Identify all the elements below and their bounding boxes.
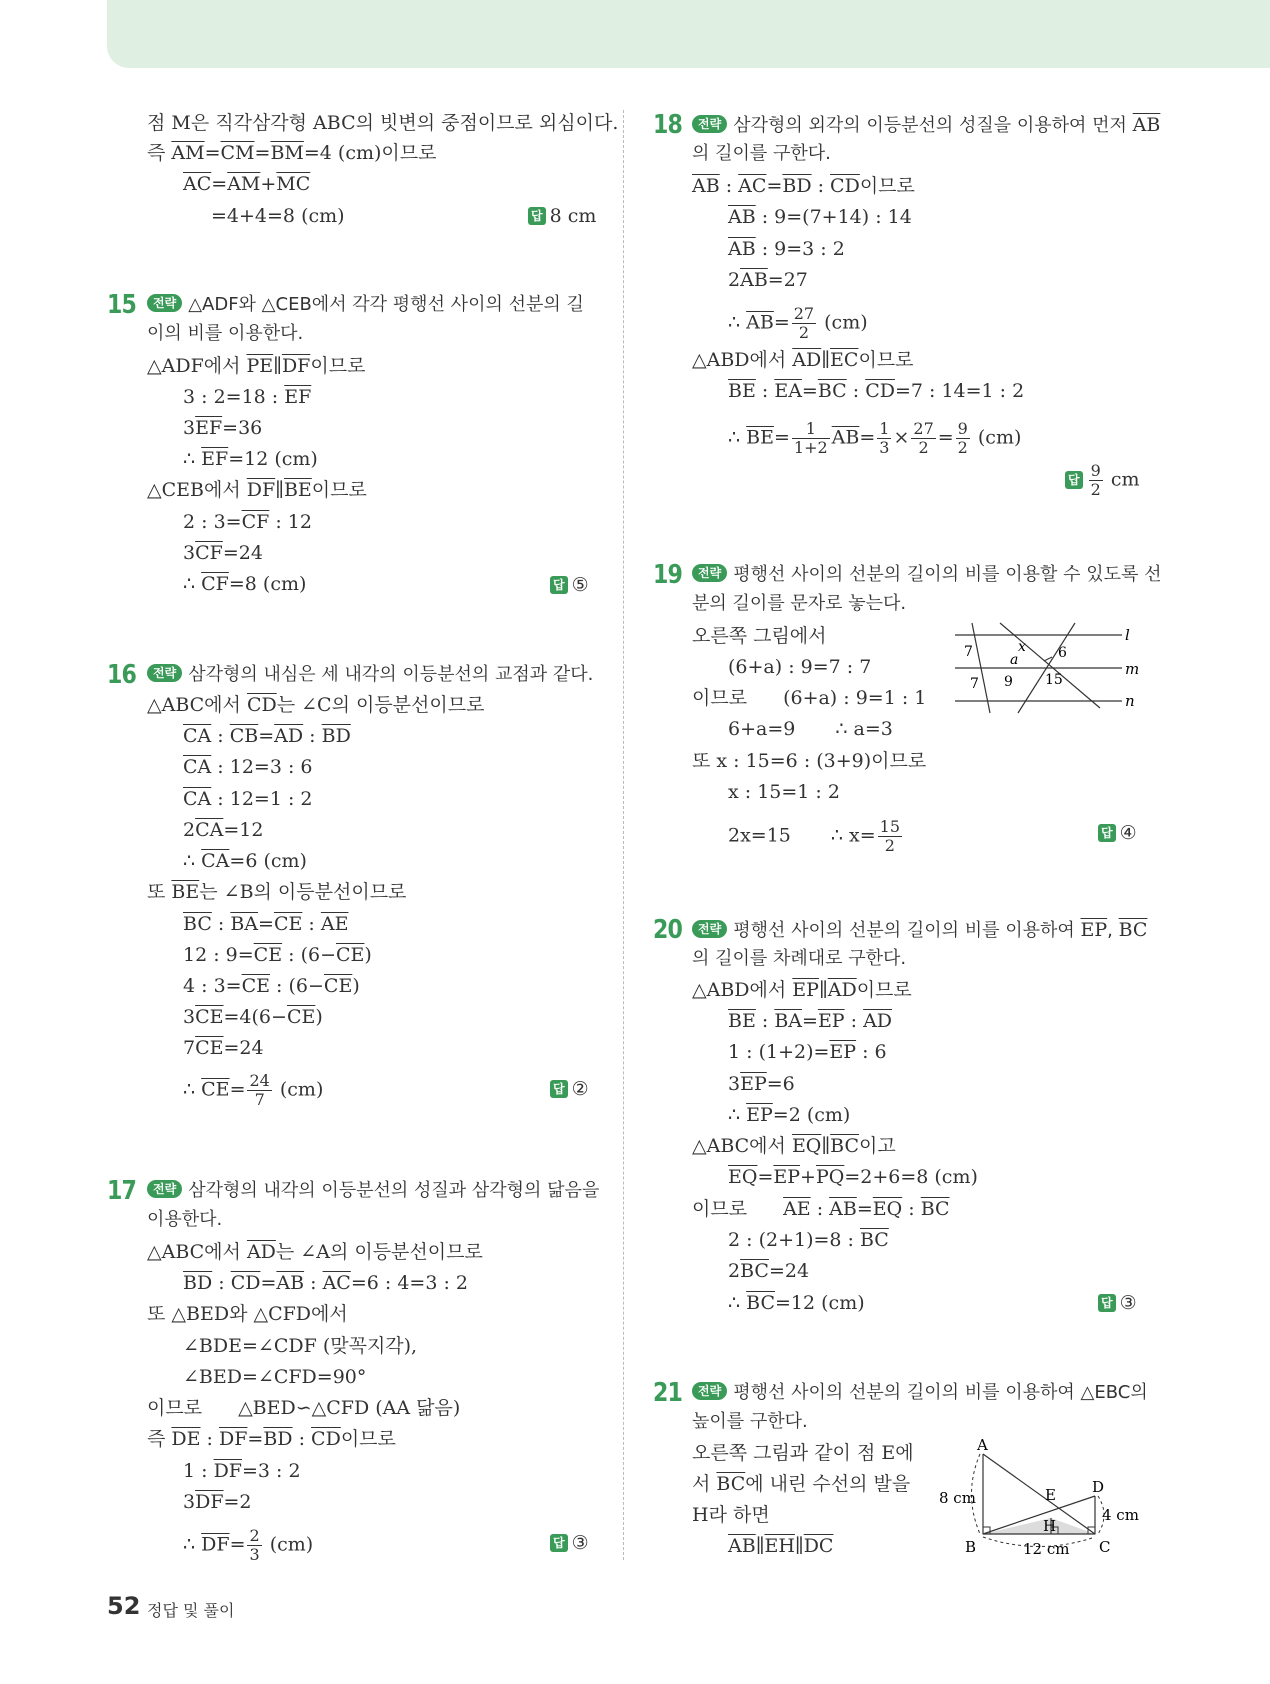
page-number: 52 <box>107 1592 141 1620</box>
p19-heading1: 전략 평행선 사이의 선분의 길이의 비를 이용할 수 있도록 선 <box>692 562 1162 588</box>
p21-number: 21 <box>653 1378 683 1408</box>
p17-line9: $3\overline{DF}=2$ <box>183 1491 252 1513</box>
p15-line1: △ADF에서 $\overline{PE}\parallel\overline{DF}$이므로 <box>147 355 366 377</box>
p19-line7: 2x=15 ∴ x= $\frac{15}{2}$ <box>728 817 901 855</box>
p17-line2: $\overline{BD}$ : $\overline{CD}=\overline{AB}$ : $\overline{AC}=6$ : 4=3 : 2 <box>183 1272 468 1294</box>
p17-line1: △ABC에서 $\overline{AD}$는 ∠A의 이등분선이므로 <box>147 1241 483 1263</box>
p19-line5: 또 x : 15=6 : (3+9)이므로 <box>692 750 927 772</box>
p21-label-E: E <box>1045 1486 1056 1504</box>
p16-heading1: 전략 삼각형의 내심은 세 내각의 이등분선의 교점과 같다. <box>147 662 593 688</box>
p19-number: 19 <box>653 560 683 590</box>
p19-line2: (6+a) : 9=7 : 7 <box>728 656 872 678</box>
p20-line3: 1 : $(1+2)=\overline{EP}$ : 6 <box>728 1041 887 1063</box>
p17-heading2: 이용한다. <box>147 1209 223 1230</box>
p18-line2: $\overline{AB}$ : 9=(7+14) : 14 <box>728 206 912 228</box>
p16-line13: ∴ $\overline{CE}=$ $\frac{24}{7}$ (cm) <box>183 1071 324 1109</box>
p17-answer: 답 ③ <box>550 1530 589 1556</box>
p18-line8: ∴ $\overline{BE}=$ $\frac{1}{1+2}$ $\overline{AB}=$ $\frac{1}{3}$ × $\frac{27}{2}$ = $\frac{9}{2}$ (cm) <box>728 419 1022 457</box>
p20-line2: $\overline{BE}$ : $\overline{BA}=\overline{EP}$ : $\overline{AD}$ <box>728 1010 893 1032</box>
p21-triangle-figure <box>935 1436 1139 1560</box>
p21-label-4cm: 4 cm <box>1102 1506 1139 1524</box>
p18-line5: ∴ $\overline{AB}=$ $\frac{27}{2}$ (cm) <box>728 304 868 342</box>
p14-line4: =4+4=8 (cm) <box>211 205 345 227</box>
p16-line12: $7\overline{CE}=24$ <box>183 1037 264 1059</box>
p20-line6: △ABC에서 $\overline{EQ}\parallel\overline{BC}$이고 <box>692 1135 896 1157</box>
p21-line3: H라 하면 <box>692 1504 770 1526</box>
p15-answer: 답 ⑤ <box>550 572 589 598</box>
p18-heading1: 전략 삼각형의 외각의 이등분선의 성질을 이용하여 먼저 $\overline{AB}$ <box>692 112 1160 139</box>
p16-answer: 답 ② <box>550 1076 589 1102</box>
p21-line4: $\overline{AB}\parallel\overline{EH}\parallel\overline{DC}$ <box>728 1535 834 1557</box>
footer-label: 정답 및 풀이 <box>147 1601 235 1620</box>
p17-number: 17 <box>107 1176 137 1206</box>
p17-line3: 또 △BED와 △CFD에서 <box>147 1303 348 1325</box>
p20-heading1: 전략 평행선 사이의 선분의 길이의 비를 이용하여 $\overline{EP}$, $\overline{BC}$ <box>692 917 1147 944</box>
p15-number: 15 <box>107 290 137 320</box>
p14-answer: 답 8 cm <box>528 203 596 229</box>
p16-line9: 12 : $9=\overline{CE}$ : $(6-\overline{CE})$ <box>183 944 372 966</box>
p20-line1: △ABD에서 $\overline{EP}\parallel\overline{AD}$이므로 <box>692 979 912 1001</box>
p21-label-D: D <box>1092 1478 1105 1496</box>
p21-label-B: B <box>965 1538 977 1556</box>
p19-label-n: n <box>1125 692 1135 710</box>
p17-line7: 즉 $\overline{DE}$ : $\overline{DF}=\overline{BD}$ : $\overline{CD}$이므로 <box>147 1428 396 1450</box>
p20-line8: 이므로 $\overline{AE}$ : $\overline{AB}=\overline{EQ}$ : $\overline{BC}$ <box>692 1198 950 1220</box>
p17-line10: ∴ $\overline{DF}=$ $\frac{2}{3}$ (cm) <box>183 1526 314 1564</box>
p21-label-C: C <box>1099 1538 1111 1556</box>
p19-label-l: l <box>1125 626 1130 644</box>
p18-answer: 답 $\frac{9}{2}$ cm <box>1065 462 1139 499</box>
p16-line11: $3\overline{CE}=4(6-\overline{CE})$ <box>183 1006 323 1028</box>
p19-label-a: a <box>1010 652 1019 668</box>
p17-line8: 1 : $\overline{DF}=3$ : 2 <box>183 1460 301 1482</box>
p19-line1: 오른쪽 그림에서 <box>692 625 827 647</box>
p18-heading2: 의 길이를 구한다. <box>692 143 831 164</box>
p20-line10: $2\overline{BC}=24$ <box>728 1260 810 1282</box>
p15-line7: $3\overline{CF}=24$ <box>183 542 263 564</box>
p14-line2: 즉 $\overline{AM}=\overline{CM}=\overline{BM}=4$ (cm)이므로 <box>147 142 437 164</box>
p15-line8: ∴ $\overline{CF}=8$ (cm) <box>183 573 307 595</box>
p21-label-8cm: 8 cm <box>939 1489 976 1507</box>
p20-answer: 답 ③ <box>1098 1290 1137 1316</box>
p19-label-m: m <box>1125 660 1140 678</box>
header-band <box>107 0 1270 68</box>
p16-line1: △ABC에서 $\overline{CD}$는 ∠C의 이등분선이므로 <box>147 694 485 716</box>
p15-line4: ∴ $\overline{EF}=12$ (cm) <box>183 448 318 470</box>
p14-line3: $\overline{AC}=\overline{AM}+\overline{MC}$ <box>183 173 311 195</box>
p17-heading1: 전략 삼각형의 내각의 이등분선의 성질과 삼각형의 닮음을 <box>147 1178 599 1204</box>
p20-line9: 2 : (2+1)=8 : $\overline{BC}$ <box>728 1229 889 1251</box>
p19-parallel-lines-figure <box>950 618 1150 718</box>
p18-line1: $\overline{AB}$ : $\overline{AC}=\overline{BD}$ : $\overline{CD}$이므로 <box>692 175 915 197</box>
p18-line3: $\overline{AB}$ : 9=3 : 2 <box>728 238 845 260</box>
p16-line7: 또 $\overline{BE}$는 ∠B의 이등분선이므로 <box>147 881 407 903</box>
p20-number: 20 <box>653 915 683 945</box>
p19-label-7-bottom: 7 <box>970 676 979 692</box>
column-divider <box>623 110 624 1560</box>
p21-label-H: H <box>1043 1517 1057 1535</box>
p21-line2: 서 $\overline{BC}$에 내린 수선의 발을 <box>692 1473 911 1495</box>
p19-label-6: 6 <box>1058 645 1067 661</box>
p20-line11: ∴ $\overline{BC}=12$ (cm) <box>728 1292 865 1314</box>
p16-line8: $\overline{BC}$ : $\overline{BA}=\overline{CE}$ : $\overline{AE}$ <box>183 913 349 935</box>
p19-heading2: 분의 길이를 문자로 놓는다. <box>692 593 907 614</box>
p19-answer: 답 ④ <box>1098 820 1137 846</box>
p14-line1: 점 M은 직각삼각형 ABC의 빗변의 중점이므로 외심이다. <box>147 112 619 134</box>
p18-line6: △ABD에서 $\overline{AD}\parallel\overline{EC}$이므로 <box>692 349 914 371</box>
p17-line5: ∠BED=∠CFD=90° <box>183 1366 367 1388</box>
p15-heading2: 이의 비를 이용한다. <box>147 323 304 344</box>
p15-line5: △CEB에서 $\overline{DF}\parallel\overline{BE}$이므로 <box>147 479 367 501</box>
p16-line10: 4 : $3=\overline{CE}$ : $(6-\overline{CE})$ <box>183 975 360 997</box>
p15-line6: 2 : $3=\overline{CF}$ : 12 <box>183 511 312 533</box>
p16-line4: $\overline{CA}$ : 12=1 : 2 <box>183 788 313 810</box>
p20-line5: ∴ $\overline{EP}=2$ (cm) <box>728 1104 851 1126</box>
p15-heading1: 전략 △ADF와 △CEB에서 각각 평행선 사이의 선분의 길 <box>147 292 584 318</box>
p21-label-12cm: 12 cm <box>1023 1540 1070 1558</box>
p16-number: 16 <box>107 660 137 690</box>
p18-line4: $2\overline{AB}=27$ <box>728 269 808 291</box>
p21-label-A: A <box>977 1436 988 1454</box>
p21-heading1: 전략 평행선 사이의 선분의 길이의 비를 이용하여 △EBC의 <box>692 1380 1148 1406</box>
p17-line4: ∠BDE=∠CDF (맞꼭지각), <box>183 1335 418 1357</box>
p20-line4: $3\overline{EP}=6$ <box>728 1073 795 1095</box>
p19-label-15: 15 <box>1045 672 1063 688</box>
p15-line2: 3 : 2=18 : $\overline{EF}$ <box>183 386 312 408</box>
p15-line3: $3\overline{EF}=36$ <box>183 417 263 439</box>
p16-line6: ∴ $\overline{CA}=6$ (cm) <box>183 850 307 872</box>
p16-line2: $\overline{CA}$ : $\overline{CB}=\overline{AD}$ : $\overline{BD}$ <box>183 725 351 747</box>
p21-heading2: 높이를 구한다. <box>692 1411 808 1432</box>
p16-line3: $\overline{CA}$ : 12=3 : 6 <box>183 756 313 778</box>
p20-line7: $\overline{EQ}=\overline{EP}+\overline{PQ}=2+6=8$ (cm) <box>728 1166 978 1188</box>
p16-line5: $2\overline{CA}=12$ <box>183 819 264 841</box>
p20-heading2: 의 길이를 차례대로 구한다. <box>692 948 907 969</box>
p19-line6: x : 15=1 : 2 <box>728 781 840 803</box>
p18-number: 18 <box>653 110 683 140</box>
p18-line7: $\overline{BE}$ : $\overline{EA}=\overline{BC}$ : $\overline{CD}=7$ : 14=1 : 2 <box>728 380 1025 402</box>
p19-line4: 6+a=9 ∴ a=3 <box>728 718 893 740</box>
p17-line6: 이므로 △BED∽△CFD (AA 닮음) <box>147 1397 461 1419</box>
p19-label-9: 9 <box>1004 674 1013 690</box>
p19-label-x: x <box>1018 639 1026 655</box>
p19-label-7-top: 7 <box>964 644 973 660</box>
p21-line1: 오른쪽 그림과 같이 점 E에 <box>692 1442 914 1464</box>
p19-line3: 이므로 (6+a) : 9=1 : 1 <box>692 687 927 709</box>
